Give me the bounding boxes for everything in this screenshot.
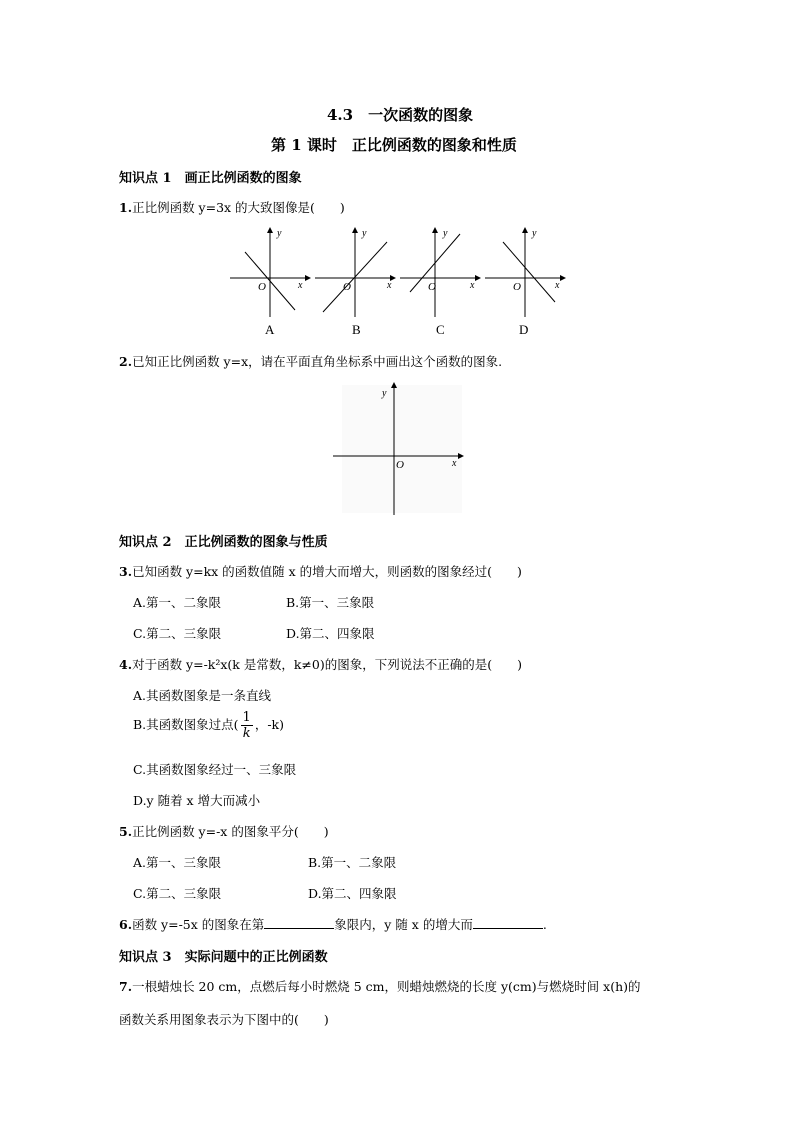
- question-3: [119, 562, 522, 580]
- q4-option-b-prefix: B.其函数图象过点(: [133, 717, 239, 732]
- section-title: 4.3 一次函数的图象: [327, 106, 474, 124]
- x-axis-label: x: [555, 280, 560, 291]
- q4-option-c[interactable]: C.其函数图象经过一、三象限: [133, 762, 297, 777]
- q3-option-b[interactable]: B.第一、三象限: [286, 595, 375, 610]
- x-axis-label: x: [470, 280, 475, 291]
- origin-label: O: [343, 281, 351, 293]
- question-text: 已知正比例函数 y=x，请在平面直角坐标系中画出这个函数的图象.: [132, 354, 503, 369]
- question-6: [119, 915, 547, 933]
- choice-d-graph: [485, 228, 565, 337]
- question-text-end: .: [542, 917, 547, 932]
- question-text-start: 函数 y=-5x 的图象在第: [132, 917, 265, 932]
- origin-label: O: [396, 459, 404, 471]
- question-5: [119, 822, 329, 840]
- knowledge-point-2: 知识点 2 正比例函数的图象与性质: [119, 535, 328, 550]
- x-axis-label: x: [298, 280, 303, 291]
- fraction-numerator: 1: [242, 710, 251, 725]
- q4-option-b-suffix: ，-k): [254, 717, 285, 732]
- question-text-middle: 象限内，y 随 x 的增大而: [334, 917, 473, 932]
- fraction-denominator: k: [242, 726, 251, 741]
- question-number: 1.: [119, 200, 133, 215]
- answer-blank-2[interactable]: [473, 916, 543, 929]
- q1-choice-graphs: [225, 222, 570, 342]
- q3-option-d[interactable]: D.第二、四象限: [286, 626, 375, 641]
- question-2: [119, 352, 502, 370]
- question-text: 正比例函数 y=3x 的大致图像是( ): [132, 200, 345, 215]
- y-axis-label: y: [443, 228, 448, 239]
- question-text: 已知函数 y=kx 的函数值随 x 的增大而增大，则函数的图象经过( ): [132, 564, 522, 579]
- q4-option-a[interactable]: A.其函数图象是一条直线: [133, 688, 272, 703]
- q3-option-c[interactable]: C.第二、三象限: [133, 626, 222, 641]
- question-text: 正比例函数 y=-x 的图象平分( ): [132, 824, 329, 839]
- q5-option-a[interactable]: A.第一、三象限: [133, 855, 222, 870]
- q2-coordinate-plane: [330, 380, 465, 518]
- q5-option-b[interactable]: B.第一、二象限: [308, 855, 397, 870]
- question-number: 3.: [119, 564, 133, 579]
- x-axis-label: x: [387, 280, 392, 291]
- y-axis-label: y: [362, 228, 367, 239]
- question-4: [119, 655, 522, 673]
- lesson-title: 第 1 课时 正比例函数的图象和性质: [271, 136, 517, 154]
- choice-c-label: C: [436, 322, 445, 337]
- choice-c-graph: [400, 228, 480, 337]
- question-7: [119, 977, 641, 995]
- question-number: 7.: [119, 979, 133, 994]
- answer-blank-1[interactable]: [264, 916, 334, 929]
- choice-b-label: B: [352, 322, 361, 337]
- q5-option-c[interactable]: C.第二、三象限: [133, 886, 222, 901]
- q4-option-d[interactable]: D.y 随着 x 增大而减小: [133, 793, 261, 808]
- y-axis-label: y: [532, 228, 537, 239]
- choice-d-label: D: [519, 322, 529, 337]
- fraction: [241, 710, 253, 741]
- question-number: 5.: [119, 824, 133, 839]
- y-axis-label: y: [277, 228, 282, 239]
- knowledge-point-3: 知识点 3 实际问题中的正比例函数: [119, 950, 328, 965]
- q3-option-a[interactable]: A.第一、二象限: [133, 595, 222, 610]
- question-text-line-1: 一根蜡烛长 20 cm，点燃后每小时燃烧 5 cm，则蜡烛燃烧的长度 y(cm)与燃烧时间 x(h)的: [132, 979, 641, 994]
- origin-label: O: [513, 281, 521, 293]
- question-number: 4.: [119, 657, 133, 672]
- q4-option-b[interactable]: [133, 710, 284, 741]
- question-number: 2.: [119, 354, 133, 369]
- choice-a-label: A: [265, 322, 275, 337]
- origin-label: O: [428, 281, 436, 293]
- question-7-line-2: 函数关系用图象表示为下图中的( ): [119, 1012, 329, 1027]
- x-axis-label: x: [452, 458, 457, 469]
- question-1: [119, 198, 345, 216]
- choice-b-graph: [315, 228, 395, 337]
- question-text: 对于函数 y=-k²x(k 是常数，k≠0)的图象，下列说法不正确的是( ): [132, 657, 522, 672]
- knowledge-point-1: 知识点 1 画正比例函数的图象: [119, 171, 302, 186]
- choice-a-graph: [230, 228, 310, 337]
- question-number: 6.: [119, 917, 133, 932]
- origin-label: O: [258, 281, 266, 293]
- y-axis-label: y: [382, 388, 387, 399]
- q5-option-d[interactable]: D.第二、四象限: [308, 886, 397, 901]
